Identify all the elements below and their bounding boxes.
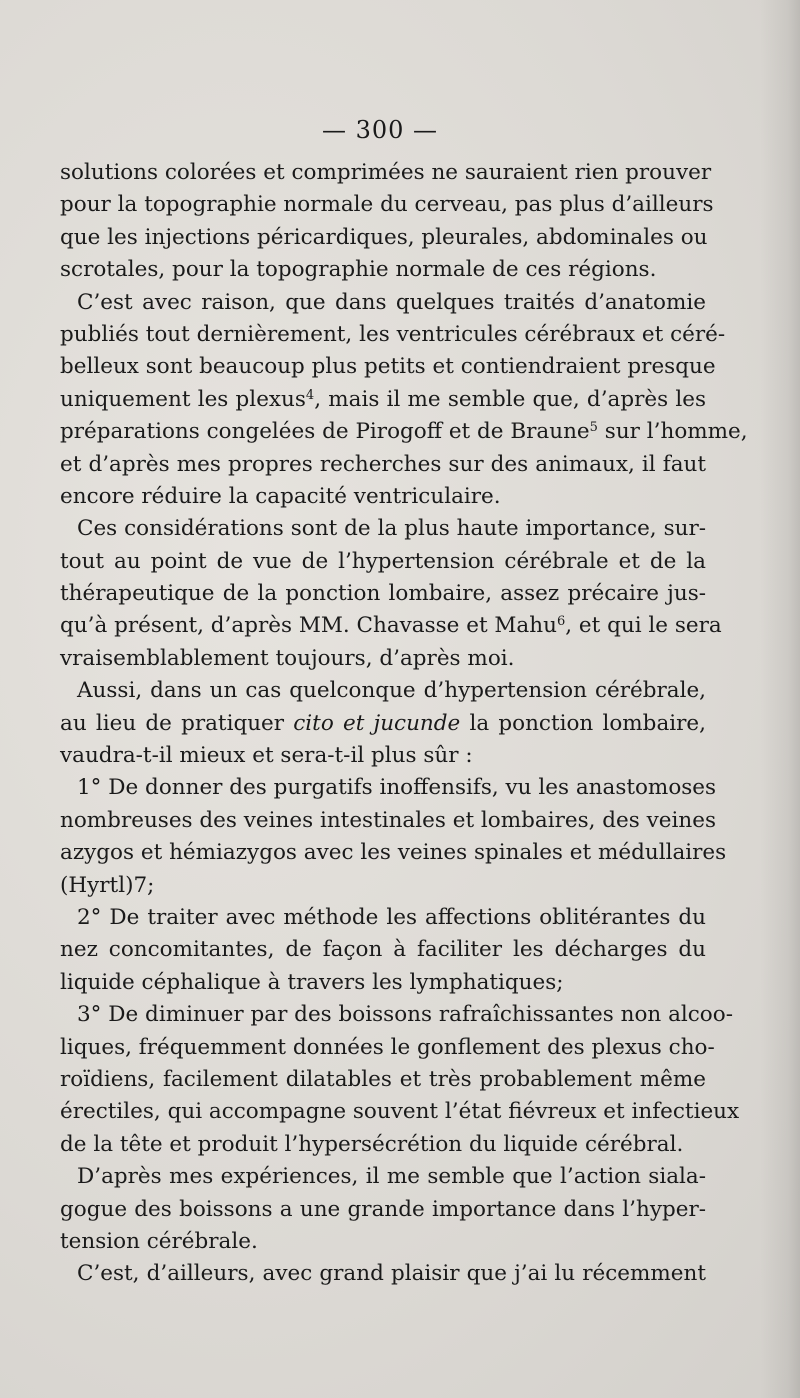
- text-segment: au lieu de pratiquer: [60, 710, 294, 736]
- text-line: de la tête et produit l’hypersécrétion du liquide cérébral.: [60, 1131, 684, 1157]
- text-segment: uniquement les plexus: [60, 386, 306, 412]
- text-line: pour la topographie normale du cerveau, pas plus d’ailleurs: [60, 192, 714, 218]
- text-line: nombreuses des veines intestinales et lombaires, des veines: [60, 807, 716, 833]
- footnote-marker: 4: [305, 387, 315, 403]
- text-line: Ces considérations sont de la plus haute importance, sur-: [77, 516, 706, 542]
- text-line: thérapeutique de la ponction lombaire, assez précaire jus-: [60, 581, 706, 607]
- text-segment: sur l’homme,: [597, 419, 748, 445]
- text-line: vraisemblablement toujours, d’après moi.: [60, 645, 515, 671]
- footnote-marker: 6: [556, 614, 566, 630]
- text-line: et d’après mes propres recherches sur des animaux, il faut: [60, 451, 706, 477]
- text-line: azygos et hémiazygos avec les veines spinales et médullaires: [60, 840, 727, 866]
- text-line: tout au point de vue de l’hypertension cérébrale et de la: [60, 548, 706, 574]
- text-line: 2° De traiter avec méthode les affections oblitérantes du: [77, 904, 706, 930]
- text-line: 3° De diminuer par des boissons rafraîchissantes non alcoo-: [77, 1002, 733, 1028]
- text-line: 1° De donner des purgatifs inoffensifs, vu les anastomoses: [77, 775, 717, 801]
- text-line: que les injections péricardiques, pleurales, abdominales ou: [60, 224, 708, 250]
- text-segment: la ponction lombaire,: [460, 710, 706, 736]
- text-line: [60, 384, 706, 416]
- text-line: roïdiens, facilement dilatables et très probablement même: [60, 1066, 706, 1092]
- text-segment: préparations congelées de Pirogoff et de Braune: [60, 419, 590, 445]
- text-line: [60, 708, 706, 740]
- text-line: publiés tout dernièrement, les ventricules cérébraux et céré-: [60, 321, 726, 347]
- text-line: tension cérébrale.: [60, 1228, 258, 1254]
- text-line: liques, fréquemment données le gonflement des plexus cho-: [60, 1034, 715, 1060]
- text-line: C’est, d’ailleurs, avec grand plaisir que j’ai lu récemment: [77, 1261, 706, 1287]
- text-segment: , mais il me semble que, d’après les: [314, 386, 706, 412]
- text-line: (Hyrtl)7;: [60, 872, 155, 898]
- footnote-marker: 5: [589, 420, 598, 436]
- text-segment: , et qui le sera: [565, 613, 722, 639]
- body-text: [60, 157, 748, 1291]
- text-line: [60, 610, 722, 642]
- text-line: solutions colorées et comprimées ne sauraient rien prouver: [60, 160, 712, 185]
- text-line: érectiles, qui accompagne souvent l’état fiévreux et infectieux: [60, 1099, 740, 1125]
- text-line: C’est avec raison, que dans quelques traités d’anatomie: [77, 289, 706, 315]
- text-line: scrotales, pour la topographie normale de ces régions.: [60, 257, 657, 283]
- text-line: encore réduire la capacité ventriculaire.: [60, 483, 501, 509]
- text-line: nez concomitantes, de façon à faciliter les décharges du: [60, 937, 706, 963]
- text-line: D’après mes expériences, il me semble que l’action siala-: [77, 1164, 706, 1190]
- text-line: [60, 416, 748, 448]
- text-line: liquide céphalique à travers les lymphatiques;: [60, 969, 564, 995]
- text-line: Aussi, dans un cas quelconque d’hypertension cérébrale,: [77, 678, 706, 704]
- page-edge-shadow: [760, 0, 800, 1398]
- text-line: vaudra-t-il mieux et sera-t-il plus sûr :: [60, 743, 473, 769]
- page-number: — 300 —: [321, 116, 439, 144]
- text-line: belleux sont beaucoup plus petits et contiendraient presque: [60, 354, 716, 380]
- text-segment: qu’à présent, d’après MM. Chavasse et Mahu: [60, 613, 557, 639]
- italic-phrase: cito et jucunde: [293, 710, 461, 736]
- text-line: gogue des boissons a une grande importance dans l’hyper-: [60, 1196, 706, 1222]
